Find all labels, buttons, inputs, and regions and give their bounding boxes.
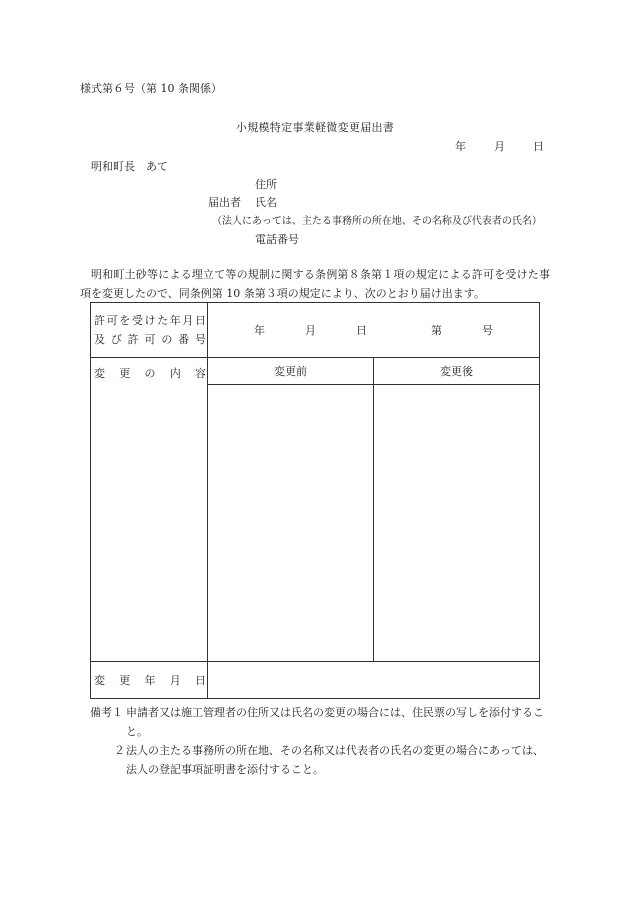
after-header: 変更後 [374, 358, 540, 385]
change-content-label: 変 更 の 内 容 [94, 367, 206, 380]
body-text: 明和町土砂等による埋立て等の規制に関する条例第８条第１項の規定による許可を受けた事項を変更したので、同条例第 10 条第３項の規定により、次のとおり届け出ます。 [80, 268, 550, 300]
document-title: 小規模特定事業軽微変更届出書 [235, 121, 395, 134]
after-content-cell[interactable] [374, 385, 540, 662]
permit-day-label: 日 [356, 324, 367, 337]
before-content-cell[interactable] [208, 385, 374, 662]
addressee: 明和町長 あて [91, 160, 168, 173]
change-date-cell[interactable] [208, 662, 540, 699]
change-header-row [91, 358, 540, 385]
change-date-label-cell [91, 662, 208, 699]
before-header: 変更前 [208, 358, 374, 385]
remark-text: 申請者又は施工管理者の住所又は氏名の変更の場合には、住民票の写しを添付すること。 [126, 706, 544, 738]
address-label: 住所 [255, 178, 277, 191]
change-form-table [90, 302, 540, 699]
permit-label-line2: 及び許可の番号 [94, 333, 206, 346]
corporate-note: （法人にあっては、主たる事務所の所在地、その名称及び代表者の氏名） [212, 216, 542, 227]
permit-label-cell [91, 303, 208, 358]
permit-month-label: 月 [305, 324, 316, 337]
permit-label-line1: 許可を受けた年月日 [94, 314, 206, 327]
date-month-label: 月 [494, 140, 505, 153]
date-year-label: 年 [455, 140, 466, 153]
remark-item [90, 741, 550, 779]
submitter-label: 届出者 [208, 196, 241, 209]
date-day-label: 日 [533, 140, 544, 153]
remark-item [90, 703, 550, 741]
permit-no-prefix: 第 [431, 324, 442, 337]
form-number: 様式第６号（第 10 条関係） [80, 82, 222, 95]
remark-label: 備考１ [90, 706, 123, 719]
remark-label: ２ [114, 744, 125, 757]
permit-date-cell[interactable] [208, 303, 540, 358]
submission-date [455, 138, 544, 154]
permit-year-label: 年 [254, 324, 265, 337]
remarks [90, 703, 550, 779]
remark-text: 法人の主たる事務所の所在地、その名称又は代表者の氏名の変更の場合にあっては、法人の登記事項証明書を添付すること。 [126, 744, 544, 776]
phone-label: 電話番号 [255, 233, 299, 246]
change-content-label-cell [91, 358, 208, 662]
permit-no-suffix: 号 [482, 324, 493, 337]
permit-row [91, 303, 540, 358]
name-label: 氏名 [255, 196, 277, 209]
submitter-name-line [208, 194, 277, 210]
change-date-row [91, 662, 540, 699]
change-date-label: 変 更 年 月 日 [94, 674, 206, 687]
